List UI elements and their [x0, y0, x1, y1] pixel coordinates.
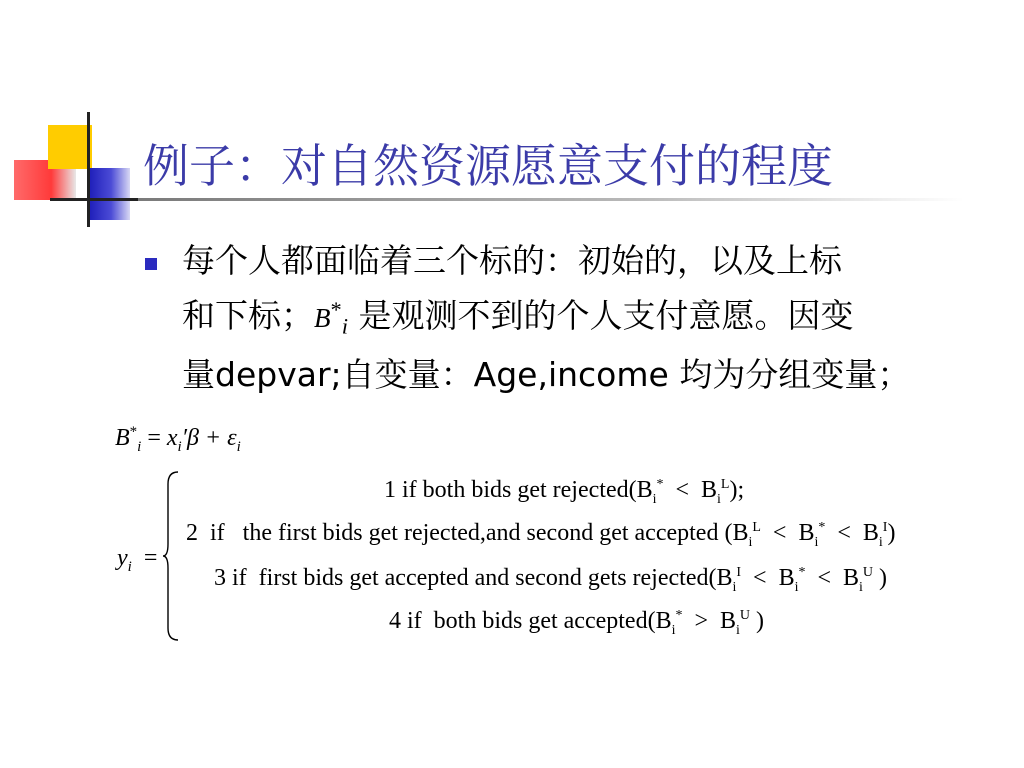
title-underline-rule: [138, 198, 964, 201]
case-3-rel: < B: [741, 565, 795, 591]
case-4-sub2: i: [736, 622, 740, 638]
bullet-line-3-d: Age,income: [473, 355, 680, 395]
eq1-lhs-sub: i: [137, 438, 142, 455]
latent-equation: [115, 424, 241, 456]
case-2-sup3: I: [882, 520, 888, 535]
eq2-lhs-sub: i: [127, 558, 132, 575]
case-1-sup2: L: [720, 477, 730, 492]
bullet-line-3-c: 自变量：: [341, 355, 474, 395]
inline-math-sup: *: [330, 297, 342, 322]
case-1-sup: *: [656, 477, 664, 492]
case-3-text: 3 if first bids get accepted and second gets rejected(B: [214, 565, 733, 591]
case-2-sup: L: [752, 520, 761, 535]
inline-math-b-star: [314, 297, 349, 339]
case-2-rel2: < B: [825, 520, 879, 546]
eq2-lhs: y: [117, 545, 128, 571]
case-3-sub2: i: [794, 579, 799, 595]
case-2-sub: i: [748, 534, 753, 550]
eq1-x-sub: i: [177, 438, 182, 455]
slide-title: 例子：对自然资源愿意支付的程度: [143, 139, 833, 193]
case-4-sup2: U: [739, 608, 751, 623]
case-2-sub2: i: [814, 534, 819, 550]
case-1-tail: );: [729, 477, 745, 503]
bullet-square-icon: [145, 258, 157, 270]
case-4-sup: *: [675, 608, 683, 623]
eq1-lhs: B: [115, 425, 130, 451]
bullet-text: [182, 236, 992, 399]
case-3-tail: ): [873, 565, 888, 591]
bullet-line-3-e: 均为分组变量；: [679, 355, 911, 395]
bullet-line-2: [182, 285, 992, 350]
decorative-vertical-line: [87, 112, 90, 227]
eq1-eps-sub: i: [236, 438, 241, 455]
case-1-sub2: i: [717, 491, 721, 507]
case-3-sub: i: [732, 579, 737, 595]
case-2-rel: < B: [760, 520, 815, 546]
case-4-tail: ): [750, 608, 765, 634]
bullet-line-2-prefix: 和下标；: [182, 296, 314, 335]
outcome-lhs: [117, 545, 157, 576]
decorative-horizontal-line: [50, 198, 138, 201]
decorative-blue-square: [88, 168, 130, 220]
case-4-rel: > B: [682, 608, 737, 634]
case-2-sup2: *: [818, 520, 826, 535]
case-4-sub: i: [671, 622, 676, 638]
bullet-line-3: [182, 350, 992, 399]
case-4-text: 4 if both bids get accepted(B: [389, 608, 672, 634]
bullet-line-2-suffix: 是观测不到的个人支付意愿。因变: [348, 296, 854, 335]
case-2-text: 2 if the first bids get rejected,and second get accepted (B: [186, 520, 749, 546]
case-1-sub: i: [652, 491, 657, 507]
eq1-mid: ′β + ε: [181, 425, 237, 451]
left-brace: [162, 470, 180, 642]
bullet-line-3-b: depvar;: [215, 355, 342, 395]
case-2-tail: ): [887, 520, 896, 546]
inline-math-sub: i: [341, 313, 349, 339]
case-1-text: 1 if both bids get rejected(B: [384, 477, 653, 503]
decorative-yellow-square: [48, 125, 92, 169]
eq2-equals: =: [143, 545, 158, 571]
case-2-sub3: i: [878, 534, 883, 550]
bullet-line-3-a: 量: [182, 355, 215, 395]
case-row-1: [384, 477, 744, 508]
eq1-lhs-sup: *: [129, 424, 138, 440]
case-row-4: [389, 608, 764, 639]
case-3-sub3: i: [859, 579, 863, 595]
case-row-2: [186, 520, 895, 551]
case-1-rel: < B: [663, 477, 718, 503]
eq1-x: x: [166, 425, 178, 451]
inline-math-symbol: B: [314, 303, 331, 333]
eq1-equals: =: [141, 425, 167, 451]
case-3-rel2: < B: [805, 565, 860, 591]
case-row-3: [214, 565, 887, 596]
bullet-line-1: 每个人都面临着三个标的：初始的，以及上标: [182, 241, 842, 280]
case-3-sup: I: [736, 565, 742, 580]
case-3-sup3: U: [862, 565, 874, 580]
case-3-sup2: *: [798, 565, 806, 580]
